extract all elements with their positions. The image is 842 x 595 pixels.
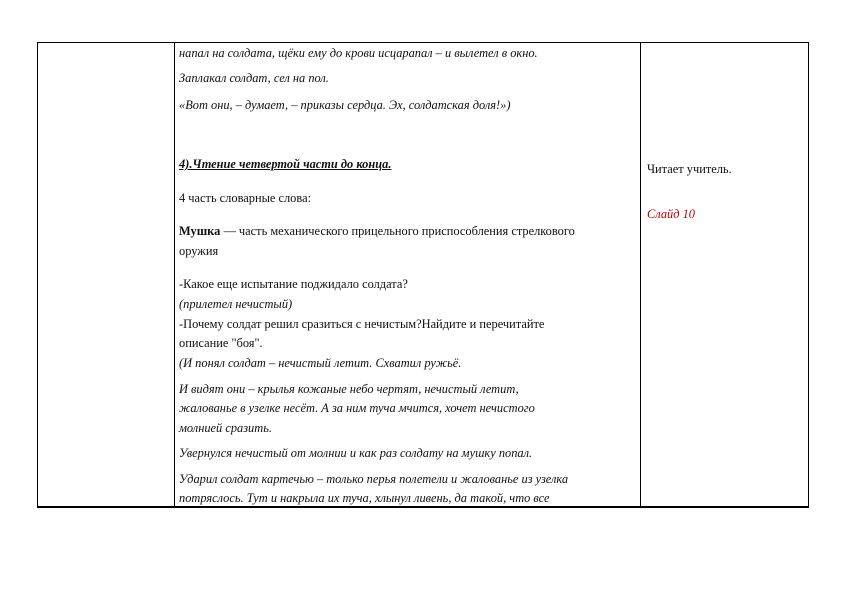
vocab-def: — часть механического прицельного приспособления стрелкового [220,224,575,238]
vocab-term: Мушка [179,224,221,238]
question: -Какое еще испытание поджидало солдата? [179,277,408,291]
column-divider-1 [174,42,175,508]
story-line: молнией сразить. [179,421,272,435]
story-line: Заплакал солдат, сел на пол. [179,71,329,85]
notes-cell [647,42,807,507]
story-line: жалованье в узелке несёт. А за ним туча мчится, хочет нечистого [179,401,535,415]
question: -Почему солдат решил сразиться с нечистым?Найдите и перечитайте [179,317,545,331]
slide-reference: Слайд 10 [647,207,695,221]
column-divider-2 [640,42,641,508]
story-line: Ударил солдат картечью – только перья полетели и жалованье из узелка [179,472,569,486]
story-line: Увернулся нечистый от молнии и как раз солдату на мушку попал. [179,446,533,460]
story-line: потряслось. Тут и накрыла их туча, хлынул ливень, да такой, что все [179,491,550,505]
column-divider-right [808,42,809,508]
lesson-table [37,42,809,507]
vocab-intro: 4 часть словарные слова: [179,191,312,205]
vocab-definition [179,223,575,239]
vocab-def-cont: оружия [179,244,219,258]
column-divider-left [37,42,38,508]
story-line: напал на солдата, щёки ему до крови исцарапал – и вылетел в окно. [179,46,538,60]
question: описание "боя". [179,336,263,350]
section-heading: 4).Чтение четвертой части до конца. [179,157,392,171]
lesson-content-cell [179,42,639,507]
answer: (прилетел нечистый) [179,297,293,311]
story-line: И видят они – крылья кожаные небо чертят, нечистый летит, [179,382,519,396]
teacher-note: Читает учитель. [647,162,732,176]
story-line: «Вот они, – думает, – приказы сердца. Эх, солдатская доля!») [179,98,511,112]
answer: (И понял солдат – нечистый летит. Схватил ружьё. [179,356,462,370]
